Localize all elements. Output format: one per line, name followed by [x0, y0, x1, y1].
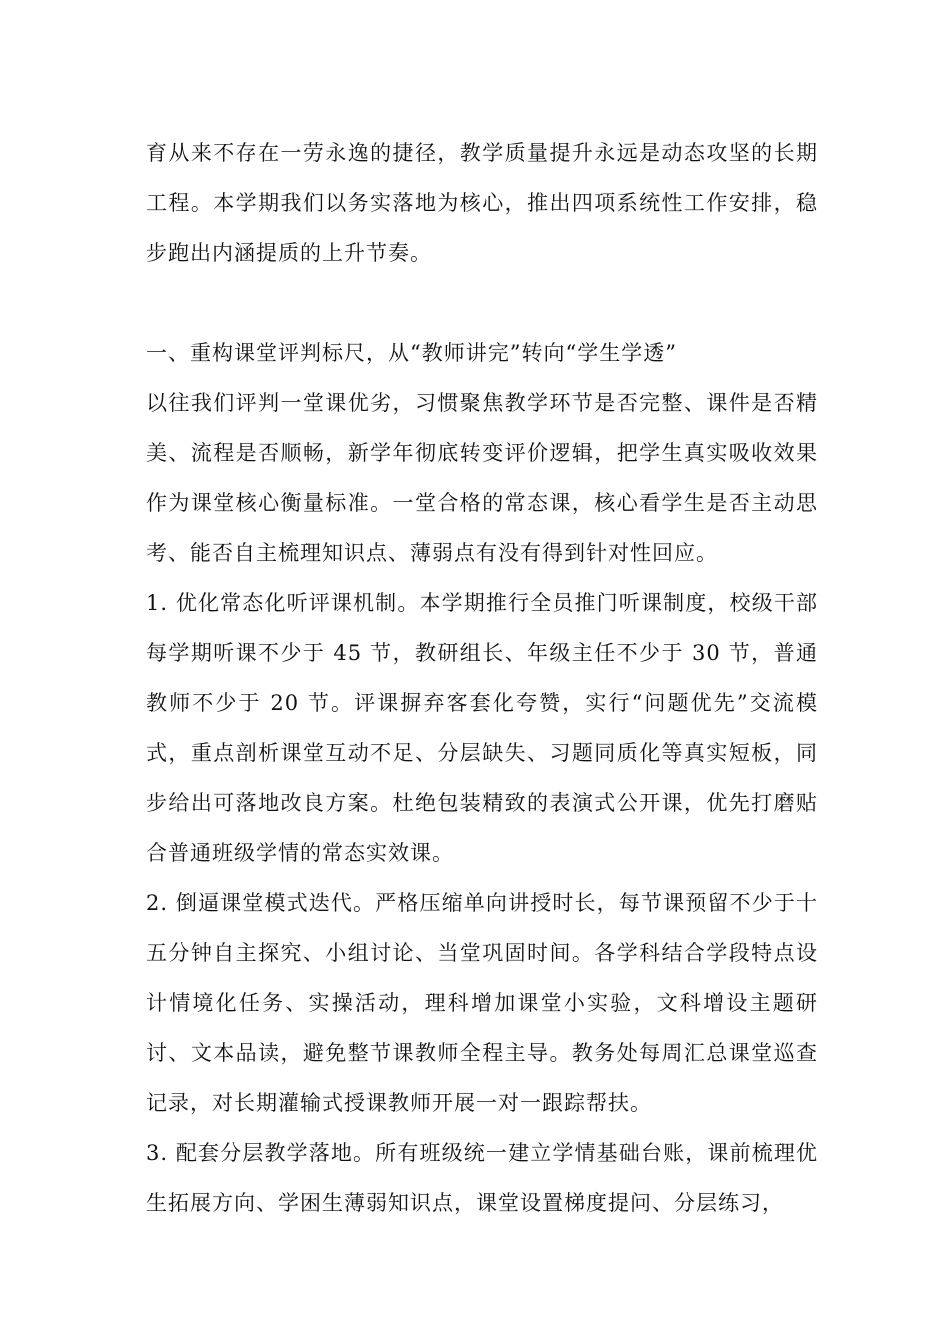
list-item-1: 1. 优化常态化听评课机制。本学期推行全员推门听课制度，校级干部每学期听课不少于 45 节，教研组长、年级主任不少于 30 节，普通教师不少于 20 节。评课摒弃客套化夸赞，实行“问题优先”交流模式，重点剖析课堂互动不足、分层缺失、习题同质化等真实短板，同步给出可落地改良方案。杜绝包装精致的表演式公开课，优先打磨贴合普通班级学情的常态实效课。 — [146, 591, 818, 865]
list-item-2: 2. 倒逼课堂模式迭代。严格压缩单向讲授时长，每节课预留不少于十五分钟自主探究、小组讨论、当堂巩固时间。各学科结合学段特点设计情境化任务、实操活动，理科增加课堂小实验，文科增设主题研讨、文本品读，避免整节课教师全程主导。教务处每周汇总课堂巡查记录，对长期灌输式授课教师开展一对一跟踪帮扶。 — [146, 891, 818, 1115]
intro-paragraph: 育从来不存在一劳永逸的捷径，教学质量提升永远是动态攻坚的长期工程。本学期我们以务实落地为核心，推出四项系统性工作安排，稳步跑出内涵提质的上升节奏。 — [146, 141, 818, 265]
paragraph-spacer — [146, 278, 818, 328]
list-item-3: 3. 配套分层教学落地。所有班级统一建立学情基础台账，课前梳理优生拓展方向、学困生薄弱知识点，课堂设置梯度提问、分层练习， — [146, 1141, 818, 1215]
section-heading: 一、重构课堂评判标尺，从“教师讲完”转向“学生学透” — [146, 341, 677, 365]
section-paragraph: 以往我们评判一堂课优劣，习惯聚焦教学环节是否完整、课件是否精美、流程是否顺畅，新学年彻底转变评价逻辑，把学生真实吸收效果作为课堂核心衡量标准。一堂合格的常态课，核心看学生是否主动思考、能否自主梳理知识点、薄弱点有没有得到针对性回应。 — [146, 391, 818, 565]
document-body — [146, 128, 818, 1228]
